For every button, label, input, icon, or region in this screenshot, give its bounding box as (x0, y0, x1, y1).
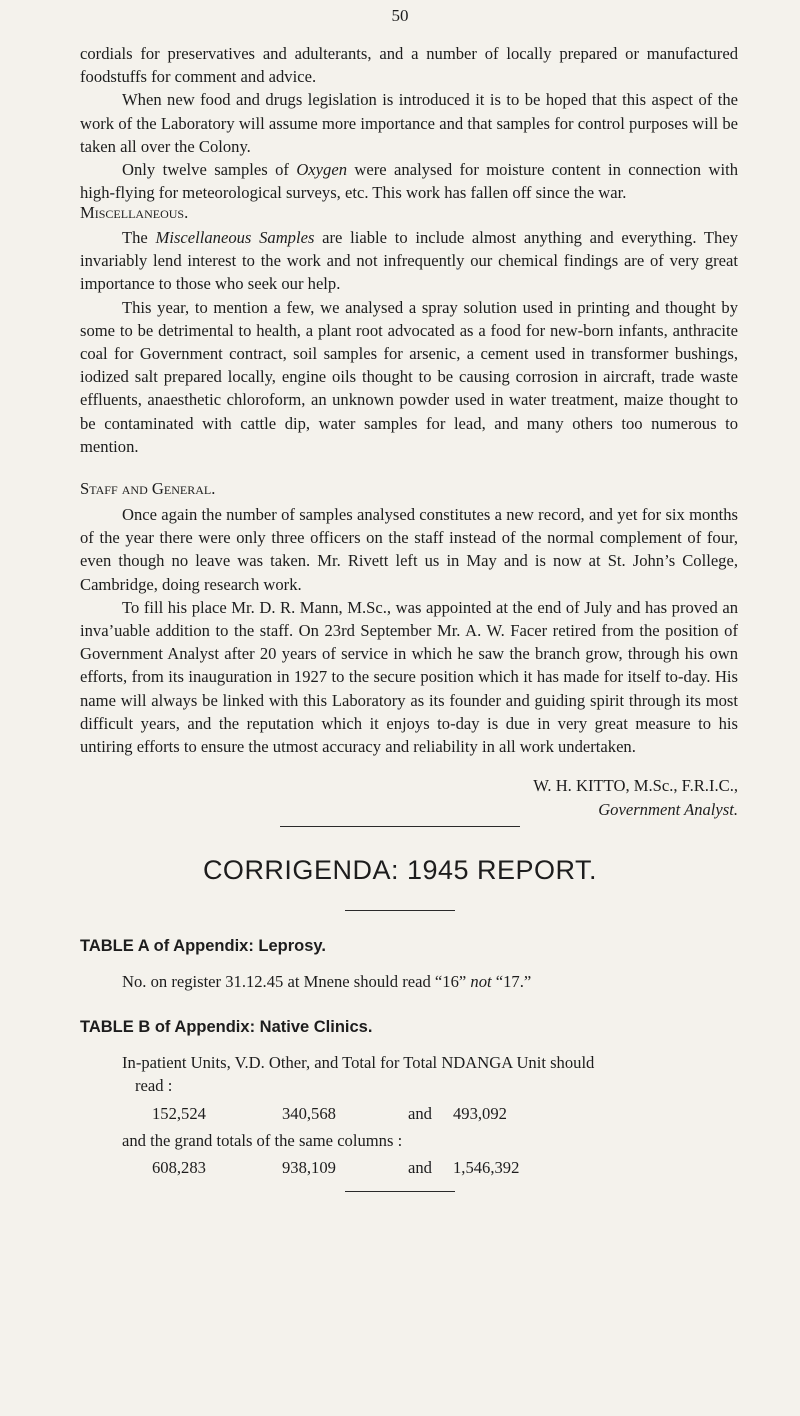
text-block-top (80, 42, 738, 204)
text-block-miscellaneous (80, 226, 738, 458)
section-heading-staff: Staff and General. (80, 479, 216, 498)
page-number: 50 (391, 6, 409, 25)
table-b-correction: In-patient Units, V.D. Other, and Total for Total NDANGA Unit should (122, 1053, 595, 1072)
table-b-correction-cont: read : (135, 1076, 173, 1095)
paragraph: To fill his place Mr. D. R. Mann, M.Sc., was appointed at the end of July and has proved an inva’uable addition to the staff. On 23rd September Mr. A. W. Facer retired from the position of Government Analyst after 20 years of service in which he saw the branch grow, through his own efforts, from its inauguration in 1927 to the secure position which it has made for itself to-day. His name will always be linked with this Laboratory as its founder and guiding spirit through its most difficult years, and the reputation which it enjoys to-day is due in very great measure to his untiring efforts to ensure the utmost accuracy and reliability in all work undertaken. (80, 597, 738, 757)
text-block-staff (80, 503, 738, 758)
paragraph: cordials for preservatives and adulterants, and a number of locally prepared or manufactured foodstuffs for comment and advice. (80, 44, 738, 87)
divider (345, 910, 455, 911)
corrigenda-title: CORRIGENDA: 1945 REPORT. (202, 855, 598, 885)
signature-name: W. H. KITTO, M.Sc., F.R.I.C., (533, 776, 738, 795)
paragraph: Once again the number of samples analysed constitutes a new record, and yet for six months of the year there were only three officers on the staff instead of the normal complement of four, even though no leave was taken. Mr. Rivett left us in May and is now at St. John’s College, Cambridge, doing research work. (80, 505, 738, 594)
figure-value: 608,283 (152, 1158, 206, 1177)
paragraph: When new food and drugs legislation is introduced it is to be hoped that this aspect of the work of the Laboratory will assume more importance and that samples for control purposes will be taken all over the Colony. (80, 90, 738, 156)
divider (345, 1191, 455, 1192)
paragraph: The Miscellaneous Samples are liable to include almost anything and everything. They invariably lend interest to the work and not infrequently our chemical findings are of very great importance to those who seek our help. (80, 228, 738, 294)
figure-value: 1,546,392 (453, 1158, 520, 1177)
signature-title: Government Analyst. (598, 800, 738, 819)
figure-value: 493,092 (453, 1104, 507, 1123)
paragraph: Only twelve samples of Oxygen were analysed for moisture content in connection with high-flying for meteorological surveys, etc. This work has fallen off since the war. (80, 160, 739, 203)
paragraph: This year, to mention a few, we analysed a spray solution used in printing and thought by some to be detrimental to health, a plant root advocated as a food for new-born infants, anthracite coal for Government contract, soil samples for arsenic, a cement used in transformer bushings, iodized salt prepared locally, engine oils thought to be causing corrosion in aircraft, trade waste effluents, anaesthetic chloroform, an unknown powder used in water treatment, maize thought to be contaminated with cattle dip, water samples for lead, and many others too numerous to mention. (80, 297, 738, 456)
table-b-grand-totals-note: and the grand totals of the same columns : (122, 1131, 403, 1150)
emphasis: Miscellaneous Samples (155, 228, 315, 247)
table-b-heading: TABLE B of Appendix: Native Clinics. (80, 1018, 373, 1036)
figure-value: 340,568 (282, 1104, 336, 1123)
emphasis: Oxygen (296, 160, 348, 180)
table-a-heading: TABLE A of Appendix: Leprosy. (80, 937, 326, 955)
figure-value: 938,109 (282, 1158, 336, 1177)
emphasis: not (470, 972, 492, 991)
figure-connector: and (408, 1158, 432, 1177)
section-heading-miscellaneous: Miscellaneous. (80, 203, 189, 222)
figure-value: 152,524 (152, 1104, 206, 1123)
figure-connector: and (408, 1104, 432, 1123)
divider (280, 826, 520, 827)
table-a-correction: No. on register 31.12.45 at Mnene should read “16” not “17.” (122, 972, 532, 991)
